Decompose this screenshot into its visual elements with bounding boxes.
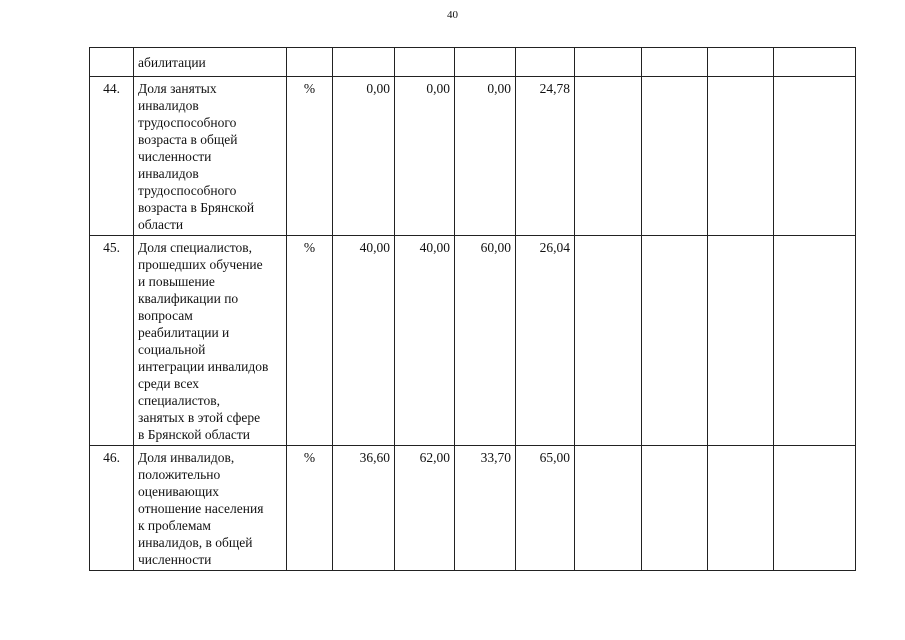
indicator-name-line: Доля инвалидов, <box>138 450 235 465</box>
table-row <box>90 77 856 236</box>
indicator-name-line: численности <box>138 149 212 164</box>
page-number: 40 <box>447 9 458 21</box>
indicator-name-cell <box>134 446 287 571</box>
row-number-cell: 46. <box>90 446 134 571</box>
indicator-name-line: специалистов, <box>138 393 220 408</box>
value-cell: 40,00 <box>395 236 455 446</box>
empty-cell <box>642 446 708 571</box>
indicator-name-line: вопросам <box>138 308 193 323</box>
unit-cell: % <box>287 446 333 571</box>
indicator-name-line: среди всех <box>138 376 200 391</box>
empty-cell <box>708 48 774 77</box>
indicator-name-line: в Брянской области <box>138 427 251 442</box>
indicator-name-line: квалификации по <box>138 291 239 306</box>
unit-cell: % <box>287 77 333 236</box>
indicator-name-line: отношение населения <box>138 501 264 516</box>
indicator-name-line: занятых в этой сфере <box>138 410 261 425</box>
value-cell <box>395 48 455 77</box>
indicator-name-line: трудоспособного <box>138 115 237 130</box>
value-cell: 0,00 <box>455 77 516 236</box>
empty-cell <box>575 77 642 236</box>
value-cell: 33,70 <box>455 446 516 571</box>
indicator-name-line: инвалидов <box>138 166 199 181</box>
indicator-table <box>89 47 856 571</box>
empty-cell <box>708 236 774 446</box>
indicator-name-line: возраста в Брянской <box>138 200 255 215</box>
unit-cell <box>287 48 333 77</box>
value-cell: 26,04 <box>516 236 575 446</box>
value-cell <box>333 48 395 77</box>
value-cell: 65,00 <box>516 446 575 571</box>
indicator-name-cell: абилитации <box>134 48 287 77</box>
table-row <box>90 236 856 446</box>
empty-cell <box>708 446 774 571</box>
empty-cell <box>774 48 856 77</box>
row-number-cell: 45. <box>90 236 134 446</box>
empty-cell <box>774 236 856 446</box>
empty-cell <box>575 236 642 446</box>
value-cell: 62,00 <box>395 446 455 571</box>
indicator-name-line: области <box>138 217 184 232</box>
indicator-name-line: и повышение <box>138 274 215 289</box>
empty-cell <box>774 77 856 236</box>
table-row-continued <box>90 48 856 77</box>
indicator-name-line: возраста в общей <box>138 132 238 147</box>
value-cell: 40,00 <box>333 236 395 446</box>
empty-cell <box>774 446 856 571</box>
indicator-name-line: инвалидов, в общей <box>138 535 253 550</box>
value-cell: 24,78 <box>516 77 575 236</box>
empty-cell <box>642 77 708 236</box>
indicator-name-line: интеграции инвалидов <box>138 359 269 374</box>
indicator-name-line: оценивающих <box>138 484 220 499</box>
value-cell <box>455 48 516 77</box>
value-cell: 0,00 <box>333 77 395 236</box>
empty-cell <box>575 446 642 571</box>
empty-cell <box>708 77 774 236</box>
indicator-name-line: реабилитации и <box>138 325 230 340</box>
indicator-name-line: Доля специалистов, <box>138 240 253 255</box>
indicator-name-line: трудоспособного <box>138 183 237 198</box>
indicator-name-cell <box>134 77 287 236</box>
value-cell: 36,60 <box>333 446 395 571</box>
indicator-name-line: прошедших обучение <box>138 257 263 272</box>
value-cell: 0,00 <box>395 77 455 236</box>
unit-cell: % <box>287 236 333 446</box>
value-cell: 60,00 <box>455 236 516 446</box>
empty-cell <box>642 236 708 446</box>
table-row <box>90 446 856 571</box>
row-number-cell: 44. <box>90 77 134 236</box>
empty-cell <box>575 48 642 77</box>
indicator-name-line: положительно <box>138 467 221 482</box>
indicator-name-cell <box>134 236 287 446</box>
indicator-name-line: численности <box>138 552 212 567</box>
value-cell <box>516 48 575 77</box>
indicator-name-line: Доля занятых <box>138 81 217 96</box>
indicator-name-line: инвалидов <box>138 98 199 113</box>
indicator-name-line: к проблемам <box>138 518 211 533</box>
indicator-name-line: социальной <box>138 342 206 357</box>
empty-cell <box>642 48 708 77</box>
row-number-cell <box>90 48 134 77</box>
